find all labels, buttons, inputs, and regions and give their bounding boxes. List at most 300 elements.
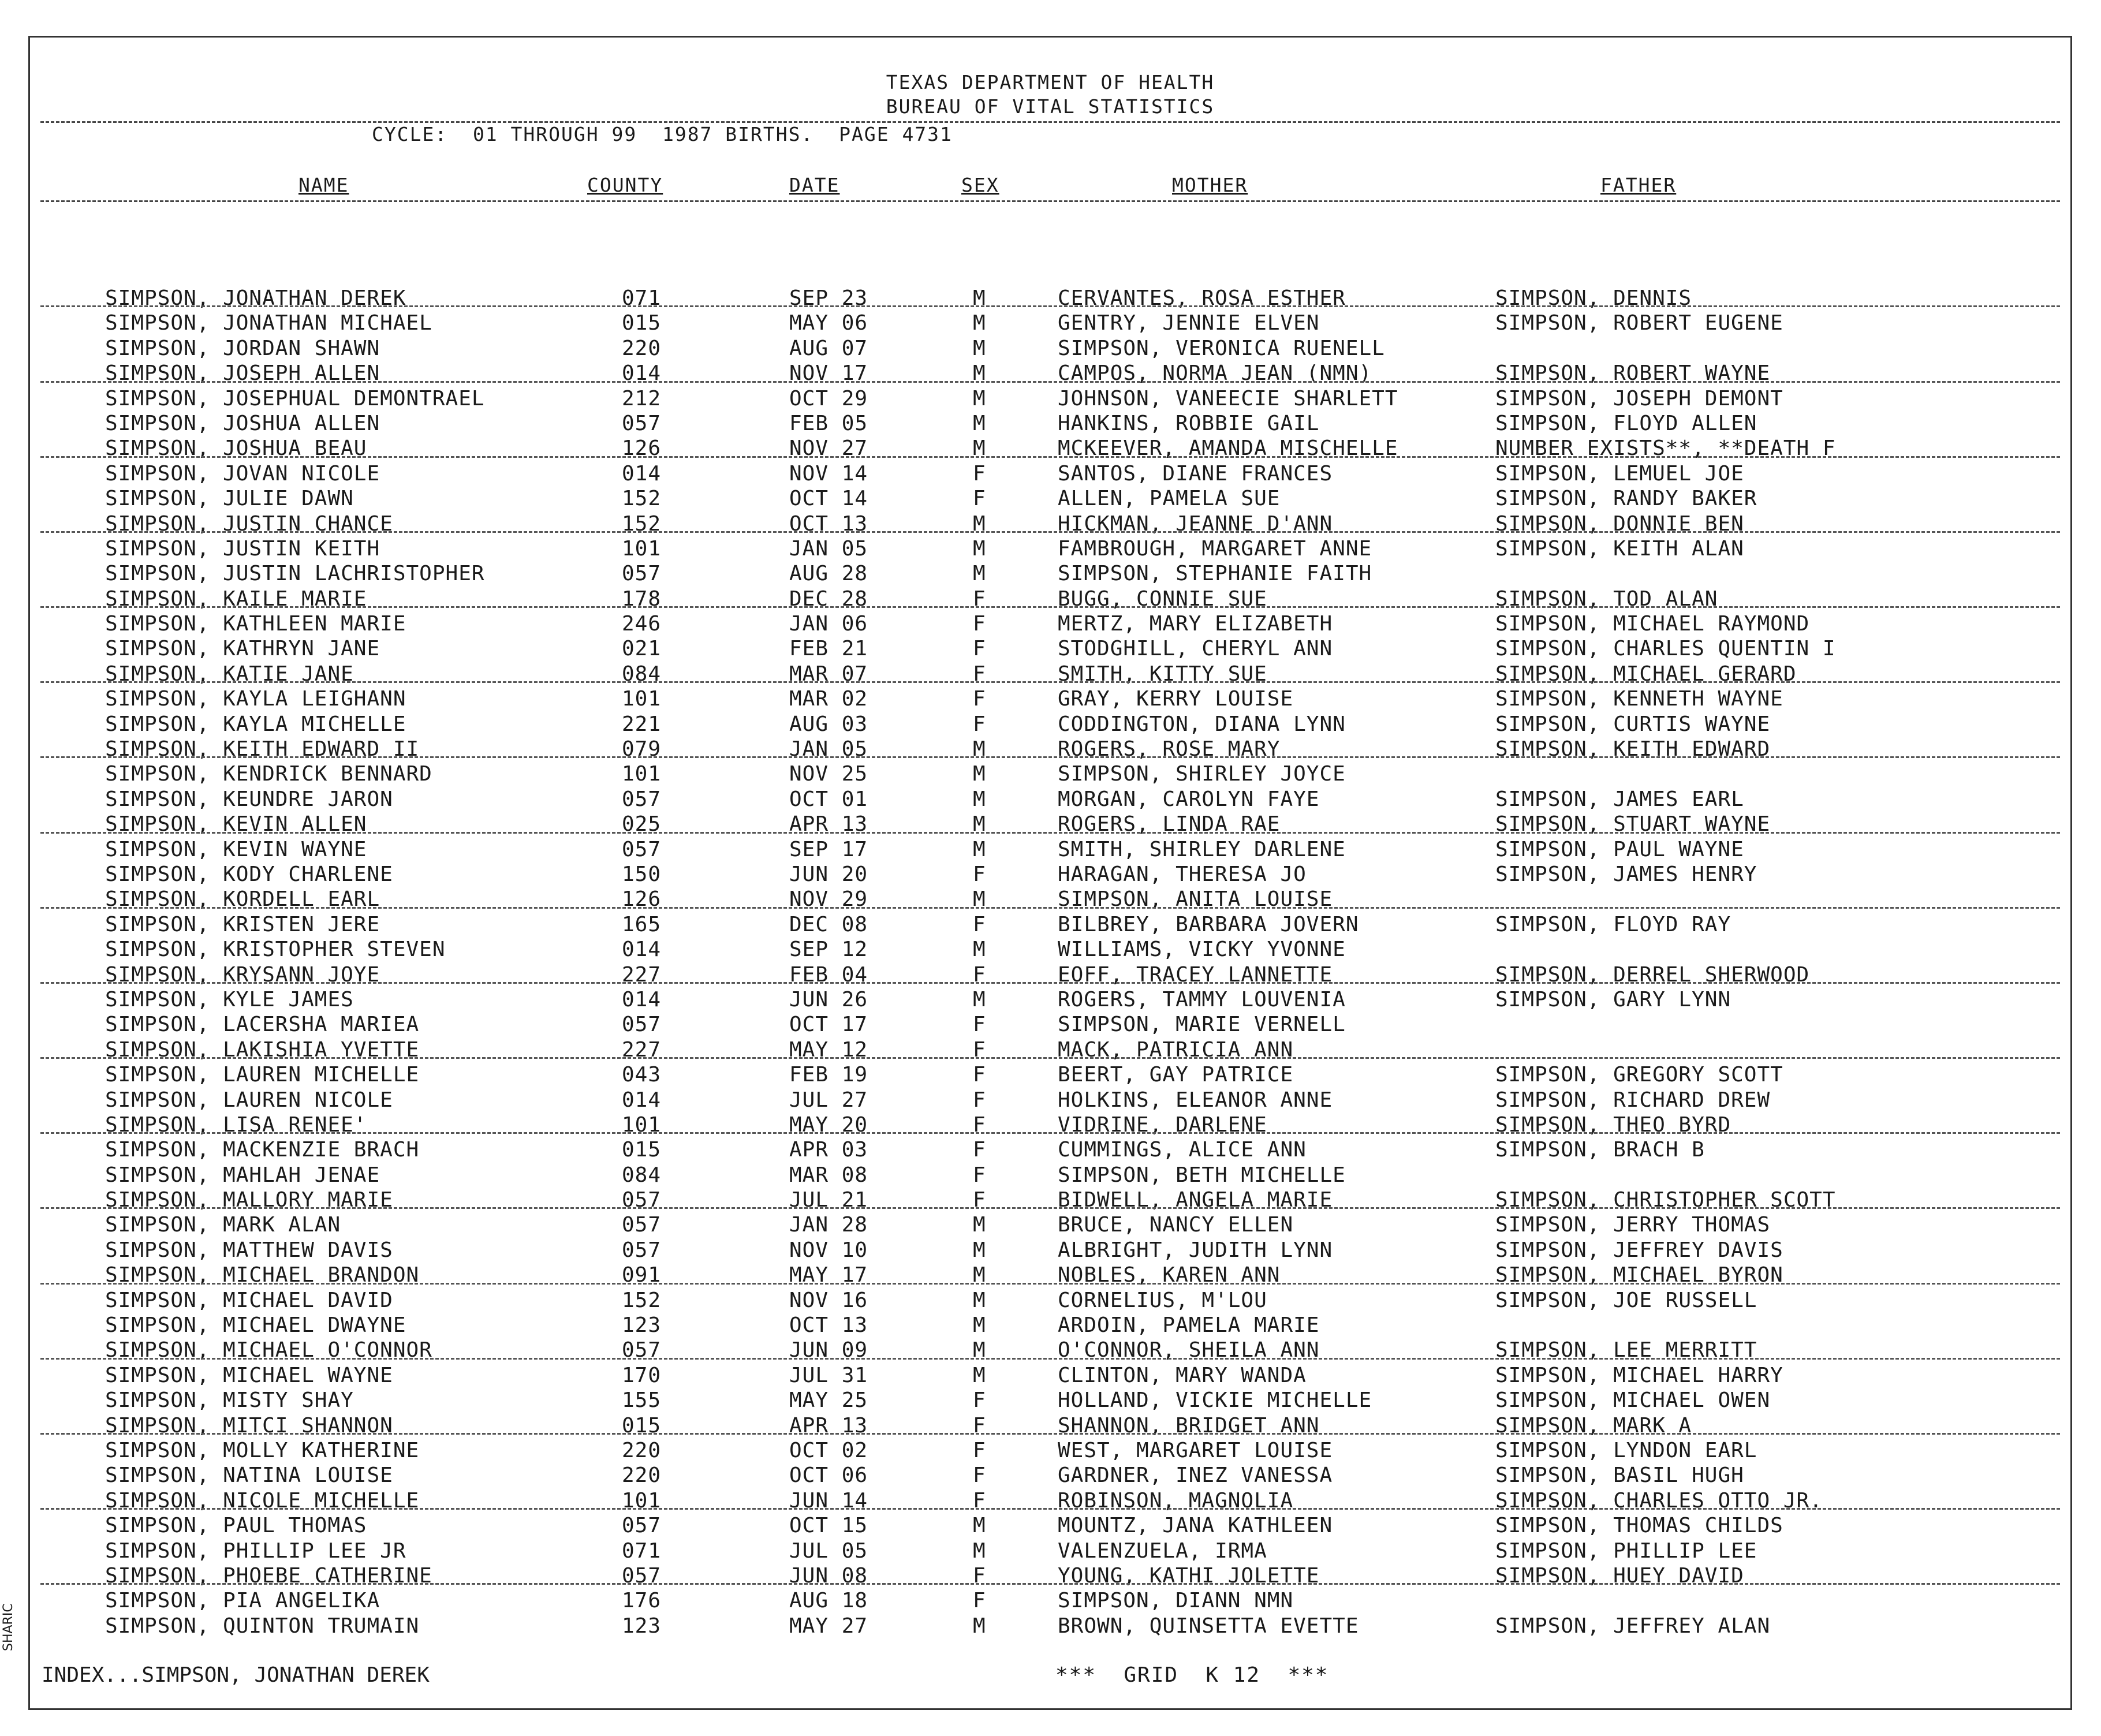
record-mother: ROGERS, ROSE MARY — [1058, 737, 1281, 761]
record-mother: CLINTON, MARY WANDA — [1058, 1363, 1307, 1387]
record-mother: WILLIAMS, VICKY YVONNE — [1058, 938, 1346, 962]
record-sex: M — [973, 1288, 986, 1312]
record-county: 057 — [622, 787, 662, 811]
column-header-mother: MOTHER — [1172, 174, 1248, 196]
record-row — [30, 1463, 2070, 1488]
record-sex: F — [973, 962, 986, 987]
record-row — [30, 1338, 2070, 1362]
record-row — [30, 1388, 2070, 1413]
record-sex: M — [973, 938, 986, 962]
record-mother: GRAY, KERRY LOUISE — [1058, 687, 1294, 711]
record-name: SIMPSON, JONATHAN DEREK — [105, 286, 406, 310]
record-sex: F — [973, 1488, 986, 1513]
record-row — [30, 386, 2070, 411]
record-row — [30, 1363, 2070, 1388]
record-mother: MACK, PATRICIA ANN — [1058, 1037, 1294, 1062]
record-name: SIMPSON, JORDAN SHAWN — [105, 336, 380, 360]
record-name: SIMPSON, KAILE MARIE — [105, 587, 367, 611]
record-father: NUMBER EXISTS**, **DEATH F — [1495, 436, 1836, 461]
records-list — [30, 286, 2070, 1638]
column-header-father: FATHER — [1600, 174, 1677, 196]
record-father: SIMPSON, HUEY DAVID — [1495, 1563, 1744, 1588]
record-sex: F — [973, 1413, 986, 1438]
record-name: SIMPSON, MICHAEL O'CONNOR — [105, 1338, 432, 1362]
record-row — [30, 1137, 2070, 1162]
record-county: 178 — [622, 587, 662, 611]
record-sex: F — [973, 1563, 986, 1588]
record-sex: F — [973, 612, 986, 636]
record-name: SIMPSON, MAHLAH JENAE — [105, 1163, 380, 1187]
record-mother: HANKINS, ROBBIE GAIL — [1058, 411, 1320, 435]
record-father: SIMPSON, KEITH EDWARD — [1495, 737, 1771, 761]
record-row — [30, 1062, 2070, 1087]
record-sex: M — [973, 1539, 986, 1563]
record-father: SIMPSON, THEO BYRD — [1495, 1112, 1731, 1137]
record-father: SIMPSON, RICHARD DREW — [1495, 1088, 1771, 1112]
record-name: SIMPSON, MISTY SHAY — [105, 1388, 354, 1413]
record-county: 123 — [622, 1614, 662, 1638]
record-row — [30, 1488, 2070, 1513]
record-row — [30, 737, 2070, 761]
record-sex: M — [973, 1263, 986, 1287]
record-mother: BIDWELL, ANGELA MARIE — [1058, 1188, 1333, 1212]
record-father: SIMPSON, MICHAEL HARRY — [1495, 1363, 1783, 1387]
record-mother: SIMPSON, SHIRLEY JOYCE — [1058, 762, 1346, 786]
record-row — [30, 611, 2070, 636]
record-date: APR 03 — [789, 1138, 868, 1162]
record-county: 246 — [622, 612, 662, 636]
record-date: JUL 31 — [789, 1363, 868, 1387]
record-father: SIMPSON, JEFFREY ALAN — [1495, 1614, 1771, 1638]
record-mother: SIMPSON, ANITA LOUISE — [1058, 887, 1333, 912]
record-county: 165 — [622, 912, 662, 936]
record-row — [30, 912, 2070, 937]
record-date: NOV 16 — [789, 1288, 868, 1312]
record-name: SIMPSON, PIA ANGELIKA — [105, 1589, 380, 1613]
record-county: 057 — [622, 837, 662, 861]
side-stamp: SHARIC — [1, 1603, 16, 1651]
record-sex: F — [973, 1388, 986, 1413]
record-row — [30, 1539, 2070, 1563]
record-sex: M — [973, 1338, 986, 1362]
record-row — [30, 962, 2070, 987]
record-row — [30, 436, 2070, 461]
record-sex: M — [973, 887, 986, 912]
record-row — [30, 1413, 2070, 1438]
record-sex: M — [973, 536, 986, 561]
record-row — [30, 1012, 2070, 1037]
record-row — [30, 662, 2070, 686]
record-name: SIMPSON, KATHRYN JANE — [105, 637, 380, 661]
record-row — [30, 461, 2070, 486]
record-father: SIMPSON, DERREL SHERWOOD — [1495, 962, 1810, 987]
record-date: SEP 17 — [789, 837, 868, 861]
record-name: SIMPSON, JUSTIN CHANCE — [105, 512, 393, 536]
record-date: JAN 05 — [789, 737, 868, 761]
record-date: JUL 27 — [789, 1088, 868, 1112]
record-sex: M — [973, 987, 986, 1011]
record-sex: F — [973, 687, 986, 711]
record-name: SIMPSON, KRISTEN JERE — [105, 912, 380, 936]
record-date: OCT 29 — [789, 386, 868, 410]
record-mother: SIMPSON, MARIE VERNELL — [1058, 1013, 1346, 1037]
record-mother: SIMPSON, BETH MICHELLE — [1058, 1163, 1346, 1187]
record-row — [30, 1163, 2070, 1188]
record-father: SIMPSON, JERRY THOMAS — [1495, 1213, 1771, 1237]
record-date: MAR 02 — [789, 687, 868, 711]
record-county: 152 — [622, 487, 662, 511]
record-mother: SIMPSON, VERONICA RUENELL — [1058, 336, 1385, 360]
record-mother: SANTOS, DIANE FRANCES — [1058, 461, 1333, 486]
record-mother: EOFF, TRACEY LANNETTE — [1058, 962, 1333, 987]
record-name: SIMPSON, JUSTIN LACHRISTOPHER — [105, 562, 485, 586]
record-mother: HOLLAND, VICKIE MICHELLE — [1058, 1388, 1372, 1413]
record-father: SIMPSON, TOD ALAN — [1495, 587, 1718, 611]
record-mother: FAMBROUGH, MARGARET ANNE — [1058, 536, 1372, 561]
record-date: NOV 17 — [789, 361, 868, 386]
record-row — [30, 887, 2070, 912]
record-date: AUG 03 — [789, 712, 868, 736]
record-name: SIMPSON, MITCI SHANNON — [105, 1413, 393, 1438]
record-sex: F — [973, 1589, 986, 1613]
record-county: 152 — [622, 512, 662, 536]
record-name: SIMPSON, KRISTOPHER STEVEN — [105, 938, 446, 962]
record-sex: M — [973, 436, 986, 461]
record-sex: F — [973, 461, 986, 486]
record-mother: SMITH, SHIRLEY DARLENE — [1058, 837, 1346, 861]
record-name: SIMPSON, MALLORY MARIE — [105, 1188, 393, 1212]
record-sex: F — [973, 1112, 986, 1137]
column-header-rule — [40, 200, 2060, 202]
record-county: 176 — [622, 1589, 662, 1613]
record-county: 071 — [622, 1539, 662, 1563]
record-father: SIMPSON, CHARLES QUENTIN I — [1495, 637, 1836, 661]
record-mother: ROGERS, TAMMY LOUVENIA — [1058, 987, 1346, 1011]
record-row — [30, 1112, 2070, 1137]
record-mother: ROGERS, LINDA RAE — [1058, 812, 1281, 837]
record-county: 057 — [622, 562, 662, 586]
record-name: SIMPSON, PHOEBE CATHERINE — [105, 1563, 432, 1588]
record-mother: BILBREY, BARBARA JOVERN — [1058, 912, 1359, 936]
record-date: SEP 12 — [789, 938, 868, 962]
record-sex: M — [973, 737, 986, 761]
record-name: SIMPSON, KAYLA MICHELLE — [105, 712, 406, 736]
record-row — [30, 1263, 2070, 1287]
record-sex: M — [973, 1238, 986, 1262]
record-sex: F — [973, 1138, 986, 1162]
record-father: SIMPSON, JOE RUSSELL — [1495, 1288, 1757, 1312]
record-sex: F — [973, 1163, 986, 1187]
record-sex: M — [973, 512, 986, 536]
record-name: SIMPSON, KATHLEEN MARIE — [105, 612, 406, 636]
record-mother: CODDINGTON, DIANA LYNN — [1058, 712, 1346, 736]
record-sex: M — [973, 837, 986, 861]
record-row — [30, 587, 2070, 611]
record-row — [30, 1563, 2070, 1588]
record-name: SIMPSON, JONATHAN MICHAEL — [105, 311, 432, 335]
column-header-county: COUNTY — [587, 174, 663, 196]
record-mother: SHANNON, BRIDGET ANN — [1058, 1413, 1320, 1438]
record-county: 057 — [622, 411, 662, 435]
record-father: SIMPSON, ROBERT WAYNE — [1495, 361, 1771, 386]
record-sex: F — [973, 1037, 986, 1062]
record-date: APR 13 — [789, 812, 868, 837]
document-page — [28, 36, 2072, 1710]
record-date: JUN 26 — [789, 987, 868, 1011]
record-father: SIMPSON, MICHAEL RAYMOND — [1495, 612, 1810, 636]
record-row — [30, 336, 2070, 361]
record-date: JUN 08 — [789, 1563, 868, 1588]
record-date: MAY 27 — [789, 1614, 868, 1638]
record-date: NOV 14 — [789, 461, 868, 486]
record-row — [30, 1212, 2070, 1237]
record-sex: F — [973, 1013, 986, 1037]
record-date: MAY 17 — [789, 1263, 868, 1287]
record-date: AUG 07 — [789, 336, 868, 360]
record-father: SIMPSON, DENNIS — [1495, 286, 1692, 310]
record-sex: M — [973, 411, 986, 435]
record-row — [30, 686, 2070, 711]
record-county: 014 — [622, 461, 662, 486]
record-county: 043 — [622, 1063, 662, 1087]
record-mother: YOUNG, KATHI JOLETTE — [1058, 1563, 1320, 1588]
record-date: MAY 25 — [789, 1388, 868, 1413]
header-rule — [40, 121, 2060, 123]
record-county: 057 — [622, 1563, 662, 1588]
record-father: SIMPSON, FLOYD RAY — [1495, 912, 1731, 936]
record-name: SIMPSON, KEUNDRE JARON — [105, 787, 393, 811]
record-date: JUN 20 — [789, 862, 868, 886]
record-sex: F — [973, 1188, 986, 1212]
record-mother: ROBINSON, MAGNOLIA — [1058, 1488, 1294, 1513]
record-date: NOV 27 — [789, 436, 868, 461]
record-father: SIMPSON, LYNDON EARL — [1495, 1438, 1757, 1462]
record-name: SIMPSON, NATINA LOUISE — [105, 1464, 393, 1488]
record-name: SIMPSON, MACKENZIE BRACH — [105, 1138, 420, 1162]
record-sex: M — [973, 787, 986, 811]
record-sex: F — [973, 1088, 986, 1112]
record-date: OCT 02 — [789, 1438, 868, 1462]
record-date: MAR 08 — [789, 1163, 868, 1187]
record-name: SIMPSON, KYLE JAMES — [105, 987, 354, 1011]
record-row — [30, 761, 2070, 786]
record-mother: CERVANTES, ROSA ESTHER — [1058, 286, 1346, 310]
record-father: SIMPSON, THOMAS CHILDS — [1495, 1514, 1783, 1538]
record-name: SIMPSON, KAYLA LEIGHANN — [105, 687, 406, 711]
record-county: 152 — [622, 1288, 662, 1312]
cycle-line: CYCLE: 01 THROUGH 99 1987 BIRTHS. PAGE 4731 — [372, 123, 953, 145]
record-date: OCT 15 — [789, 1514, 868, 1538]
record-county: 015 — [622, 1138, 662, 1162]
record-date: NOV 29 — [789, 887, 868, 912]
record-row — [30, 486, 2070, 511]
record-mother: MORGAN, CAROLYN FAYE — [1058, 787, 1320, 811]
record-sex: F — [973, 1063, 986, 1087]
record-name: SIMPSON, NICOLE MICHELLE — [105, 1488, 420, 1513]
record-date: JUL 05 — [789, 1539, 868, 1563]
record-row — [30, 1313, 2070, 1338]
record-father: SIMPSON, MICHAEL GERARD — [1495, 662, 1797, 686]
record-mother: NOBLES, KAREN ANN — [1058, 1263, 1281, 1287]
record-mother: VALENZUELA, IRMA — [1058, 1539, 1267, 1563]
record-county: 014 — [622, 938, 662, 962]
record-sex: F — [973, 712, 986, 736]
record-father: SIMPSON, JEFFREY DAVIS — [1495, 1238, 1783, 1262]
record-date: MAY 06 — [789, 311, 868, 335]
record-mother: SMITH, KITTY SUE — [1058, 662, 1267, 686]
record-row — [30, 1088, 2070, 1112]
record-name: SIMPSON, LACERSHA MARIEA — [105, 1013, 420, 1037]
record-name: SIMPSON, KEVIN WAYNE — [105, 837, 367, 861]
record-mother: VIDRINE, DARLENE — [1058, 1112, 1267, 1137]
record-sex: M — [973, 361, 986, 386]
record-county: 126 — [622, 436, 662, 461]
agency-title: TEXAS DEPARTMENT OF HEALTH — [886, 71, 1215, 94]
record-date: JAN 06 — [789, 612, 868, 636]
footer-index: INDEX...SIMPSON, JONATHAN DEREK — [42, 1663, 430, 1687]
record-row — [30, 862, 2070, 887]
record-row — [30, 1588, 2070, 1613]
record-county: 014 — [622, 361, 662, 386]
record-county: 079 — [622, 737, 662, 761]
record-father: SIMPSON, STUART WAYNE — [1495, 812, 1771, 837]
record-county: 101 — [622, 762, 662, 786]
record-mother: ARDOIN, PAMELA MARIE — [1058, 1313, 1320, 1338]
record-name: SIMPSON, JOSHUA ALLEN — [105, 411, 380, 435]
record-date: NOV 10 — [789, 1238, 868, 1262]
record-mother: BEERT, GAY PATRICE — [1058, 1063, 1294, 1087]
record-name: SIMPSON, MICHAEL DAVID — [105, 1288, 393, 1312]
record-father: SIMPSON, MICHAEL OWEN — [1495, 1388, 1771, 1413]
record-date: JAN 28 — [789, 1213, 868, 1237]
record-mother: HARAGAN, THERESA JO — [1058, 862, 1307, 886]
record-row — [30, 311, 2070, 335]
record-name: SIMPSON, LAUREN NICOLE — [105, 1088, 393, 1112]
record-father: SIMPSON, JAMES HENRY — [1495, 862, 1757, 886]
record-father: SIMPSON, GARY LYNN — [1495, 987, 1731, 1011]
record-row — [30, 286, 2070, 311]
record-date: JUL 21 — [789, 1188, 868, 1212]
record-name: SIMPSON, JULIE DAWN — [105, 487, 354, 511]
record-mother: MOUNTZ, JANA KATHLEEN — [1058, 1514, 1333, 1538]
record-sex: M — [973, 1363, 986, 1387]
record-row — [30, 411, 2070, 436]
record-date: OCT 13 — [789, 1313, 868, 1338]
record-name: SIMPSON, LAUREN MICHELLE — [105, 1063, 420, 1087]
record-date: DEC 28 — [789, 587, 868, 611]
record-mother: CUMMINGS, ALICE ANN — [1058, 1138, 1307, 1162]
record-sex: M — [973, 386, 986, 410]
record-name: SIMPSON, MATTHEW DAVIS — [105, 1238, 393, 1262]
record-row — [30, 1238, 2070, 1263]
record-county: 150 — [622, 862, 662, 886]
record-sex: F — [973, 912, 986, 936]
record-sex: M — [973, 812, 986, 837]
record-row — [30, 987, 2070, 1012]
record-name: SIMPSON, MARK ALAN — [105, 1213, 341, 1237]
record-mother: JOHNSON, VANEECIE SHARLETT — [1058, 386, 1398, 410]
record-name: SIMPSON, KENDRICK BENNARD — [105, 762, 432, 786]
record-sex: M — [973, 562, 986, 586]
record-date: DEC 08 — [789, 912, 868, 936]
record-county: 220 — [622, 1464, 662, 1488]
record-sex: M — [973, 286, 986, 310]
record-name: SIMPSON, MICHAEL BRANDON — [105, 1263, 420, 1287]
record-row — [30, 1614, 2070, 1638]
record-father: SIMPSON, DONNIE BEN — [1495, 512, 1744, 536]
record-father: SIMPSON, RANDY BAKER — [1495, 487, 1757, 511]
record-mother: HICKMAN, JEANNE D'ANN — [1058, 512, 1333, 536]
record-county: 057 — [622, 1213, 662, 1237]
record-date: FEB 19 — [789, 1063, 868, 1087]
record-father: SIMPSON, KEITH ALAN — [1495, 536, 1744, 561]
record-county: 015 — [622, 311, 662, 335]
record-county: 057 — [622, 1338, 662, 1362]
record-father: SIMPSON, ROBERT EUGENE — [1495, 311, 1783, 335]
record-row — [30, 561, 2070, 586]
record-date: APR 13 — [789, 1413, 868, 1438]
record-row — [30, 361, 2070, 386]
record-county: 101 — [622, 536, 662, 561]
record-name: SIMPSON, JOSEPHUAL DEMONTRAEL — [105, 386, 485, 410]
record-county: 155 — [622, 1388, 662, 1413]
record-mother: GENTRY, JENNIE ELVEN — [1058, 311, 1320, 335]
record-county: 057 — [622, 1188, 662, 1212]
record-name: SIMPSON, JUSTIN KEITH — [105, 536, 380, 561]
record-row — [30, 512, 2070, 536]
footer-grid: *** GRID K 12 *** — [1055, 1663, 1329, 1687]
record-county: 057 — [622, 1238, 662, 1262]
record-county: 071 — [622, 286, 662, 310]
record-mother: BROWN, QUINSETTA EVETTE — [1058, 1614, 1359, 1638]
record-sex: F — [973, 487, 986, 511]
record-mother: STODGHILL, CHERYL ANN — [1058, 637, 1333, 661]
record-mother: O'CONNOR, SHEILA ANN — [1058, 1338, 1320, 1362]
record-date: NOV 25 — [789, 762, 868, 786]
record-mother: HOLKINS, ELEANOR ANNE — [1058, 1088, 1333, 1112]
record-sex: M — [973, 1614, 986, 1638]
record-mother: BUGG, CONNIE SUE — [1058, 587, 1267, 611]
record-mother: WEST, MARGARET LOUISE — [1058, 1438, 1333, 1462]
record-name: SIMPSON, MOLLY KATHERINE — [105, 1438, 420, 1462]
record-father: SIMPSON, CURTIS WAYNE — [1495, 712, 1771, 736]
record-date: JUN 14 — [789, 1488, 868, 1513]
record-father: SIMPSON, FLOYD ALLEN — [1495, 411, 1757, 435]
record-date: FEB 05 — [789, 411, 868, 435]
record-county: 014 — [622, 987, 662, 1011]
record-mother: SIMPSON, STEPHANIE FAITH — [1058, 562, 1372, 586]
record-father: SIMPSON, PHILLIP LEE — [1495, 1539, 1757, 1563]
bureau-title: BUREAU OF VITAL STATISTICS — [886, 95, 1215, 118]
record-mother: MCKEEVER, AMANDA MISCHELLE — [1058, 436, 1398, 461]
record-name: SIMPSON, KEITH EDWARD II — [105, 737, 420, 761]
record-name: SIMPSON, PAUL THOMAS — [105, 1514, 367, 1538]
record-name: SIMPSON, JOVAN NICOLE — [105, 461, 380, 486]
record-county: 126 — [622, 887, 662, 912]
record-row — [30, 1438, 2070, 1463]
record-county: 227 — [622, 1037, 662, 1062]
record-father: SIMPSON, BRACH B — [1495, 1138, 1705, 1162]
record-mother: BRUCE, NANCY ELLEN — [1058, 1213, 1294, 1237]
record-sex: F — [973, 862, 986, 886]
record-date: SEP 23 — [789, 286, 868, 310]
record-row — [30, 536, 2070, 561]
record-date: OCT 06 — [789, 1464, 868, 1488]
record-county: 084 — [622, 662, 662, 686]
record-father: SIMPSON, GREGORY SCOTT — [1495, 1063, 1783, 1087]
record-date: AUG 18 — [789, 1589, 868, 1613]
record-mother: ALBRIGHT, JUDITH LYNN — [1058, 1238, 1333, 1262]
